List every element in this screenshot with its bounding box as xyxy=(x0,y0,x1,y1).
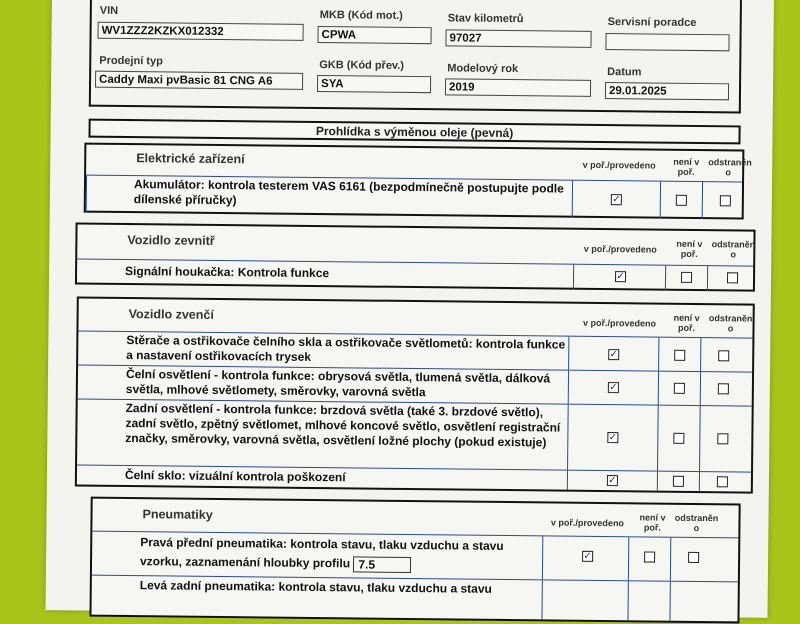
section-title: Vozidlo zevnitř xyxy=(127,233,215,248)
removed-checkbox[interactable] xyxy=(718,383,729,394)
removed-checkbox[interactable] xyxy=(717,433,728,444)
gkb-label: GKB (Kód přev.) xyxy=(319,59,405,72)
col-header-not-ok: není v poř. xyxy=(676,238,703,259)
vin-field: WV1ZZZ2KZKX012332 xyxy=(98,22,304,41)
not-ok-checkbox[interactable] xyxy=(644,551,655,562)
col-header-removed: odstraněn o xyxy=(708,313,753,334)
service-advisor-field xyxy=(605,33,729,51)
not-ok-checkbox[interactable] xyxy=(681,272,692,283)
section-electrical xyxy=(84,143,752,220)
col-header-removed: odstraněn o xyxy=(711,239,756,260)
done-checkbox[interactable]: ✓ xyxy=(608,432,618,444)
removed-checkbox[interactable] xyxy=(718,350,729,361)
col-header-done: v poř./provedeno xyxy=(550,517,625,529)
row-text: Stěrače a ostřikovače čelního skla a ostřikovače světlometů: kontrola funkce a nastavení ostřikovacích trysek xyxy=(126,333,566,364)
sales-type-label: Prodejní typ xyxy=(99,54,163,68)
col-header-removed: odstraněn o xyxy=(674,512,719,534)
col-header-removed: odstraněn o xyxy=(708,157,752,178)
date-field: 29.01.2025 xyxy=(605,82,729,100)
removed-checkbox[interactable] xyxy=(717,476,728,487)
section-title: Pneumatiky xyxy=(142,507,213,522)
vin-label: VIN xyxy=(99,4,119,17)
col-header-not-ok: není v poř. xyxy=(673,156,700,177)
done-checkbox[interactable]: ✓ xyxy=(616,271,625,283)
mileage-label: Stav kilometrů xyxy=(447,12,524,26)
section-exterior xyxy=(75,296,755,493)
row-text: Zadní osvětlení - kontrola funkce: brzdová světla (také 3. brzdové světlo), zadní světlo, zpětný světlomet, mlhové koncové světlo, osvětlení registrační značky, směrovky, varovná světla, osvětlení ložné plochy (pokud existuje) xyxy=(125,401,561,450)
row-text: Akumulátor: kontrola testerem VAS 6161 (bezpodmínečně postupujte podle dílenské příručky) xyxy=(133,177,564,208)
not-ok-checkbox[interactable] xyxy=(674,383,685,394)
inspection-title: Prohlídka s výměnou oleje (pevná) xyxy=(88,119,740,145)
row-text: Signální houkačka: Kontrola funkce xyxy=(125,264,330,281)
removed-checkbox[interactable] xyxy=(727,272,738,283)
gkb-field: SYA xyxy=(317,75,431,93)
not-ok-checkbox[interactable] xyxy=(674,350,685,361)
section-title: Elektrické zařízení xyxy=(136,151,245,167)
removed-checkbox[interactable] xyxy=(688,552,699,563)
checklist-row xyxy=(91,575,737,622)
row-text: Čelní osvětlení - kontrola funkce: obrysová světla, tlumená světla, dálková světla, mlhové světlomety, směrovky, varovná světla xyxy=(125,367,551,400)
col-header-not-ok: není v poř. xyxy=(639,512,666,533)
service-advisor-label: Servisní poradce xyxy=(607,16,697,29)
model-year-label: Modelový rok xyxy=(447,62,519,76)
not-ok-checkbox[interactable] xyxy=(673,433,684,444)
col-header-done: v poř./provedeno xyxy=(582,159,656,171)
sales-type-field: Caddy Maxi pvBasic 81 CNG A6 xyxy=(95,71,303,90)
mileage-field: 97027 xyxy=(445,29,591,48)
done-checkbox[interactable]: ✓ xyxy=(612,194,621,206)
row-text: Čelní sklo: vizuální kontrola poškození xyxy=(124,468,346,485)
checklist-row xyxy=(77,258,753,291)
mkb-field: CPWA xyxy=(317,26,431,44)
row-text: Levá zadní pneumatika: kontrola stavu, tlaku vzduchu a stavu xyxy=(139,578,492,596)
checklist-row xyxy=(86,175,742,220)
col-header-not-ok: není v poř. xyxy=(673,312,700,333)
date-label: Datum xyxy=(607,66,642,79)
inspection-sheet xyxy=(46,0,774,618)
tread-depth-field[interactable]: 7.5 xyxy=(353,556,411,573)
removed-checkbox[interactable] xyxy=(720,195,731,206)
checklist-row xyxy=(92,531,738,582)
section-interior xyxy=(75,222,756,291)
section-title: Vozidlo zvenčí xyxy=(128,307,214,322)
row-text xyxy=(140,533,540,575)
not-ok-checkbox[interactable] xyxy=(673,476,684,487)
not-ok-checkbox[interactable] xyxy=(676,195,687,206)
model-year-field: 2019 xyxy=(445,78,591,97)
section-tyres xyxy=(89,497,740,624)
checklist-row xyxy=(77,399,752,472)
col-header-done: v poř./provedeno xyxy=(583,243,657,255)
done-checkbox[interactable]: ✓ xyxy=(583,550,592,562)
done-checkbox[interactable]: ✓ xyxy=(609,382,618,394)
done-checkbox[interactable]: ✓ xyxy=(609,349,618,361)
row-text-label: Pravá přední pneumatika: kontrola stavu, tlaku vzduchu a stavu vzorku, zaznamenání hloubky profilu xyxy=(139,535,504,571)
done-checkbox[interactable]: ✓ xyxy=(608,475,617,487)
mkb-label: MKB (Kód mot.) xyxy=(319,9,403,22)
col-header-done: v poř./provedeno xyxy=(582,317,657,329)
